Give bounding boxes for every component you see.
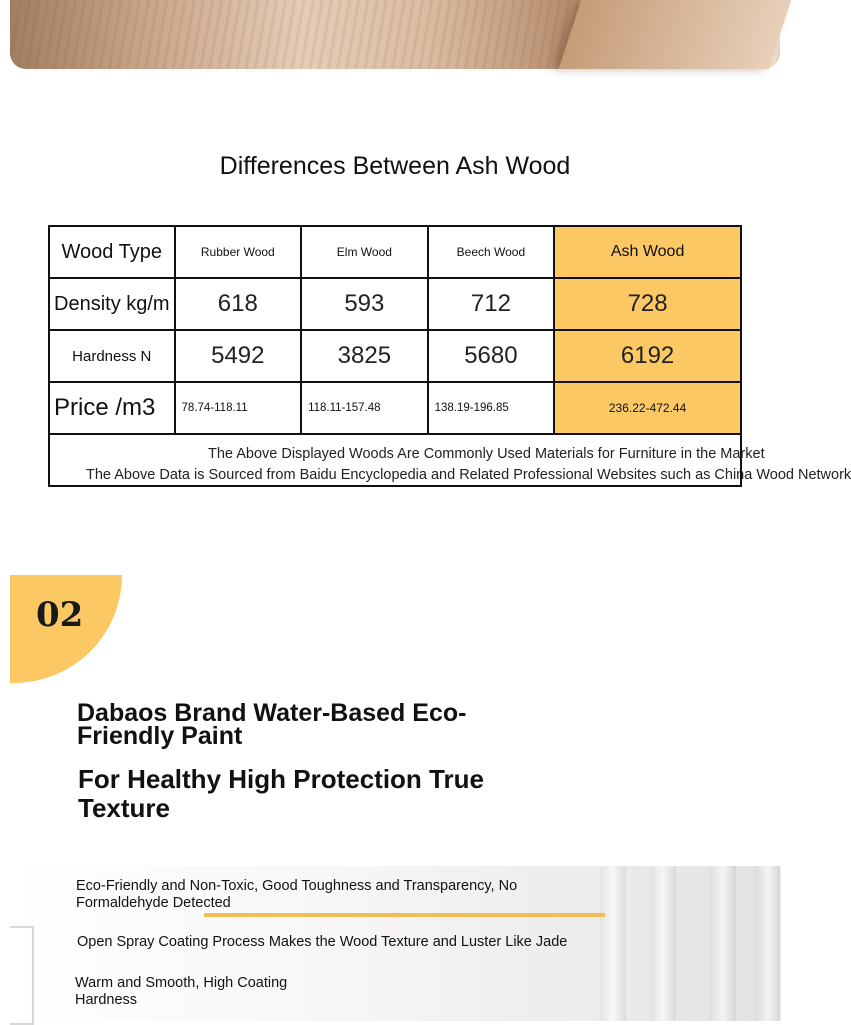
curtain-fold — [600, 866, 626, 1021]
table-header-row — [49, 226, 741, 278]
note-data-source: The Above Data is Sourced from Baidu Encyclopedia and Related Professional Websites such as China Wood Network — [86, 466, 851, 483]
price-ash: 236.22-472.44 — [554, 382, 741, 434]
header-ash-wood: Ash Wood — [554, 226, 741, 278]
table-notes — [49, 434, 851, 486]
feature-spray-coating: Open Spray Coating Process Makes the Wood Texture and Luster Like Jade — [77, 934, 568, 950]
feature-eco-friendly: Eco-Friendly and Non-Toxic, Good Toughness and Transparency, No Formaldehyde Detected — [76, 878, 518, 911]
density-elm: 593 — [301, 278, 428, 330]
feature-hardness: Warm and Smooth, High Coating Hardness — [75, 975, 288, 1008]
section-number: 02 — [36, 595, 84, 635]
header-label: Wood Type — [49, 226, 175, 278]
header-rubber-wood: Rubber Wood — [175, 226, 302, 278]
price-rubber: 78.74-118.11 — [175, 382, 302, 434]
curtain-fold — [755, 866, 781, 1021]
wood-hero-image — [10, 0, 780, 69]
sub-heading: For Healthy High Protection True Texture — [78, 764, 484, 823]
curtain-fold — [650, 866, 676, 1021]
hardness-rubber: 5492 — [175, 330, 302, 382]
price-beech: 138.19-196.85 — [428, 382, 555, 434]
curtain-fold — [710, 866, 736, 1021]
price-row — [49, 382, 741, 434]
price-elm: 118.11-157.48 — [301, 382, 428, 434]
hardness-beech: 5680 — [428, 330, 555, 382]
hardness-elm: 3825 — [301, 330, 428, 382]
header-elm-wood: Elm Wood — [301, 226, 428, 278]
density-row — [49, 278, 741, 330]
accent-underline — [204, 913, 605, 917]
section-title: Differences Between Ash Wood — [219, 152, 571, 180]
price-label: Price /m3 — [49, 382, 175, 434]
header-beech-wood: Beech Wood — [428, 226, 555, 278]
density-beech: 712 — [428, 278, 555, 330]
window-frame-image — [10, 926, 34, 1025]
notes-row — [49, 434, 741, 486]
wood-plank-image — [559, 0, 791, 69]
wood-comparison-table — [48, 225, 851, 487]
hardness-label: Hardness N — [49, 330, 175, 382]
density-rubber: 618 — [175, 278, 302, 330]
brand-heading: Dabaos Brand Water-Based Eco-Friendly Paint — [77, 699, 467, 750]
note-common-materials: The Above Displayed Woods Are Commonly Used Materials for Furniture in the Market — [208, 446, 765, 462]
density-label: Density kg/m — [49, 278, 175, 330]
density-ash: 728 — [554, 278, 741, 330]
hardness-row — [49, 330, 741, 382]
section-number-badge — [10, 575, 122, 683]
hardness-ash: 6192 — [554, 330, 741, 382]
